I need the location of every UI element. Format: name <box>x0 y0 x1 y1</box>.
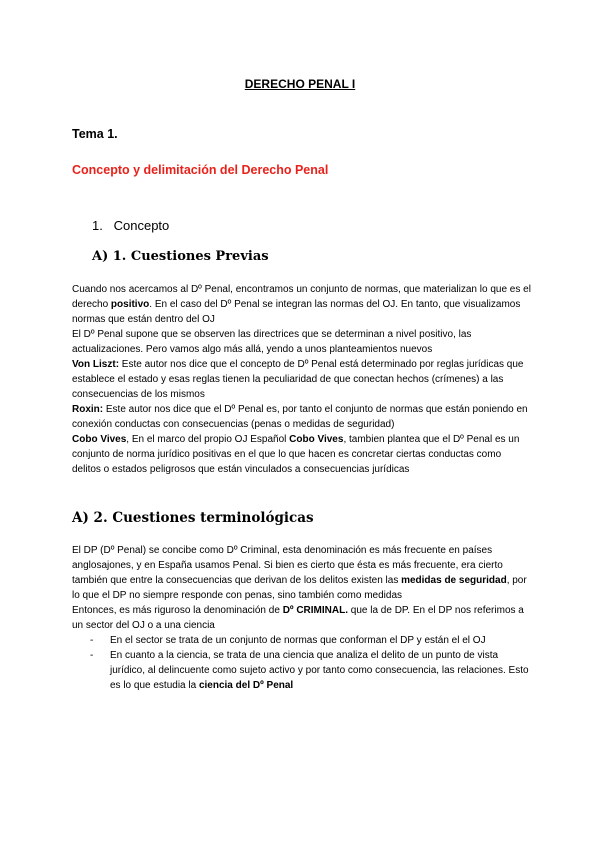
paragraph <box>72 432 532 477</box>
text-run: En el sector se trata de un conjunto de normas que conforman el DP y están el el OJ <box>110 635 486 646</box>
list-label: Concepto <box>113 218 170 233</box>
author-name: Cobo Vives <box>72 434 127 445</box>
dash-bullet: - <box>90 635 94 646</box>
text-run: , por lo que el DP no siempre responde con penas, sino también como medidas <box>72 575 527 601</box>
text-run: que la de DP. En el DP nos referimos a un sector del OJ o a una ciencia <box>72 605 524 631</box>
heading-cuestiones-previas: A) 1. Cuestiones Previas <box>92 249 269 264</box>
paragraph <box>72 603 532 633</box>
author-name: Roxin: <box>72 404 104 415</box>
paragraph <box>72 402 532 432</box>
text-run: . En el caso del Dº Penal se integran las normas del OJ. En tanto, que visualizamos normas que están dentro del OJ <box>72 299 521 325</box>
paragraph <box>72 357 532 402</box>
terminologicas-body <box>72 543 532 693</box>
text-run: Entonces, es más riguroso la denominación de <box>72 605 283 616</box>
bullet-list <box>72 633 532 693</box>
topic-label: Tema 1. <box>72 127 118 141</box>
paragraph <box>72 543 532 603</box>
numbered-list-item <box>92 218 169 233</box>
text-run: En cuanto a la ciencia, se trata de una ciencia que analiza el delito de un punto de vista jurídico, al delincuente como sujeto activo y por tanto como consecuencia, las relaciones. Esto es lo que estudia la <box>110 650 529 691</box>
text-run: Este autor nos dice que el concepto de Dº Penal está determinado por reglas jurídicas que establece el estado y esas reglas tienen la peculiaridad de que conectan hechos (crímenes) a las consecuencias de los mismos <box>72 359 524 400</box>
text-run: Este autor nos dice que el Dº Penal es, por tanto el conjunto de normas que están poniendo en conexión conductas con consecuencias (penas o medidas de seguridad) <box>72 404 528 430</box>
list-item <box>72 633 532 648</box>
heading-cuestiones-terminologicas: A) 2. Cuestiones terminológicas <box>72 510 314 526</box>
list-item <box>72 648 532 693</box>
text-run: Cuando nos acercamos al Dº Penal, encontramos un conjunto de normas, que materializan lo que es el derecho <box>72 284 531 310</box>
author-name: Von Liszt: <box>72 359 120 370</box>
bold-text: ciencia del Dº Penal <box>198 680 294 691</box>
paragraph: El Dº Penal supone que se observen las directrices que se determinan a nivel positivo, las actualizaciones. Pero vamos algo más allá, yendo a unos planteamientos nuevos <box>72 329 472 355</box>
text-run: , En el marco del propio OJ Español <box>126 434 290 445</box>
text-run: El DP (Dº Penal) se concibe como Dº Criminal, esta denominación es más frecuente en países anglosajones, y en España usamos Penal. Si bien es cierto que ésta es más frecuente, era cierto también que entre la consecuencias que derivan de los delitos existen las <box>72 545 503 586</box>
author-name: Cobo Vives <box>289 434 344 445</box>
previas-body <box>72 282 532 477</box>
bold-text: Dº CRIMINAL. <box>282 605 348 616</box>
list-number: 1. <box>92 218 103 233</box>
bold-text: positivo <box>110 299 150 310</box>
bold-text: medidas de seguridad <box>401 575 507 586</box>
document-title: DERECHO PENAL I <box>244 77 356 91</box>
text-run: , tambien plantea que el Dº Penal es un conjunto de norma jurídico positivas en el que lo que hacen es concretar ciertas conductas como delitos o estados peligrosos que están vinculados a consecuencias jurídicas <box>72 434 520 475</box>
section-title: Concepto y delimitación del Derecho Penal <box>72 163 329 177</box>
paragraph <box>72 282 532 327</box>
dash-bullet: - <box>90 650 94 661</box>
